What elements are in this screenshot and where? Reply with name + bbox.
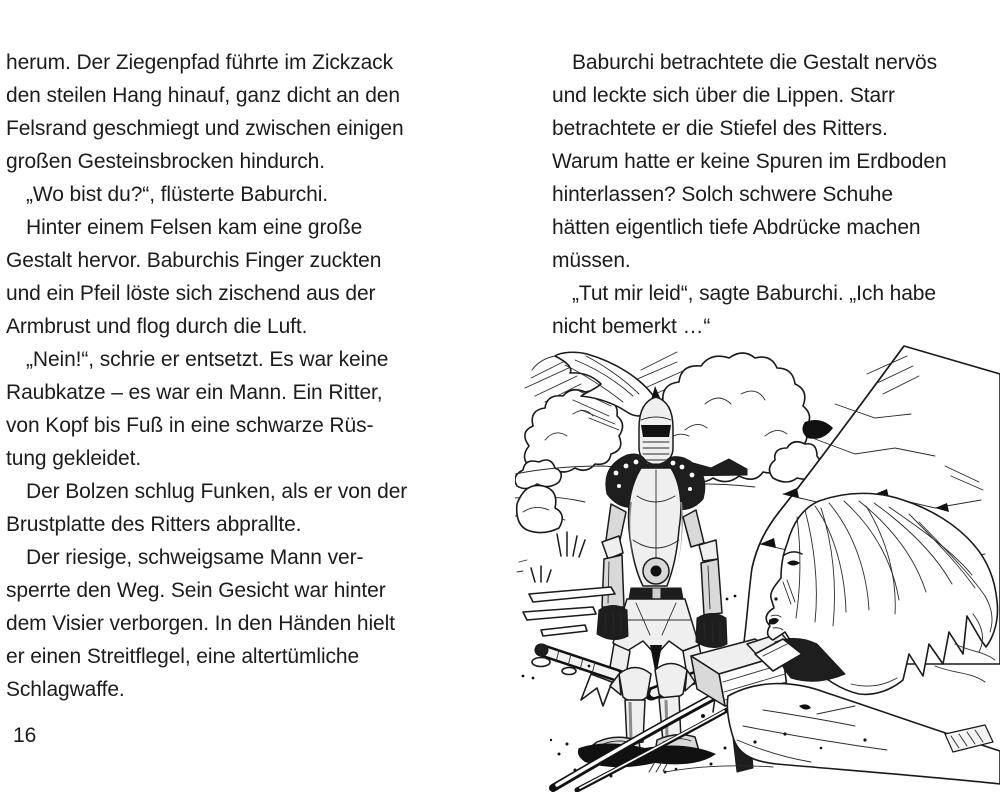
text-line: Raubkatze – es war ein Mann. Ein Ritter,	[6, 381, 383, 404]
text-line: hinterlassen? Solch schwere Schuhe	[552, 183, 893, 206]
text-line: müssen.	[552, 249, 631, 272]
text-line: von Kopf bis Fuß in eine schwarze Rüs-	[6, 414, 374, 437]
text-line: hätten eigentlich tiefe Abdrücke machen	[552, 216, 921, 239]
text-line: dem Visier verborgen. In den Händen hielt	[6, 612, 395, 635]
text-line: betrachtete er die Stiefel des Ritters.	[552, 117, 888, 140]
text-line: Baburchi betrachtete die Gestalt nervös	[572, 51, 937, 74]
left-text-column	[6, 46, 446, 706]
knight-illustration	[515, 344, 1000, 792]
page-number: 16	[13, 724, 37, 747]
right-text-column	[552, 46, 998, 343]
text-line: und leckte sich über die Lippen. Starr	[552, 84, 895, 107]
text-line: Felsrand geschmiegt und zwischen einigen	[6, 117, 404, 140]
text-line: „Wo bist du?“, flüsterte Baburchi.	[26, 183, 329, 206]
text-line: Armbrust und flog durch die Luft.	[6, 315, 308, 338]
text-line: Der Bolzen schlug Funken, als er von der	[26, 480, 408, 503]
text-line: „Tut mir leid“, sagte Baburchi. „Ich habe	[572, 282, 936, 305]
text-line: Schlagwaffe.	[6, 678, 125, 701]
text-line: großen Gesteinsbrocken hindurch.	[6, 150, 325, 173]
text-line: er einen Streitflegel, eine altertümliche	[6, 645, 360, 668]
text-line: Warum hatte er keine Spuren im Erdboden	[552, 150, 947, 173]
text-line: herum. Der Ziegenpfad führte im Zickzack	[6, 51, 393, 74]
text-line: Gestalt hervor. Baburchis Finger zuckten	[6, 249, 382, 272]
text-line: Hinter einem Felsen kam eine große	[26, 216, 363, 239]
text-line: tung gekleidet.	[6, 447, 142, 470]
text-line: sperrte den Weg. Sein Gesicht war hinter	[6, 579, 386, 602]
text-line: den steilen Hang hinauf, ganz dicht an den	[6, 84, 400, 107]
breastplate	[629, 468, 683, 586]
text-line: und ein Pfeil löste sich zischend aus der	[6, 282, 376, 305]
text-line: nicht bemerkt …“	[552, 315, 711, 338]
text-line: „Nein!“, schrie er entsetzt. Es war keine	[26, 348, 389, 371]
text-line: Brustplatte des Ritters abprallte.	[6, 513, 302, 536]
ground-left	[517, 485, 615, 679]
left-arm	[597, 504, 628, 640]
text-line: Der riesige, schweigsame Mann ver-	[26, 546, 364, 569]
